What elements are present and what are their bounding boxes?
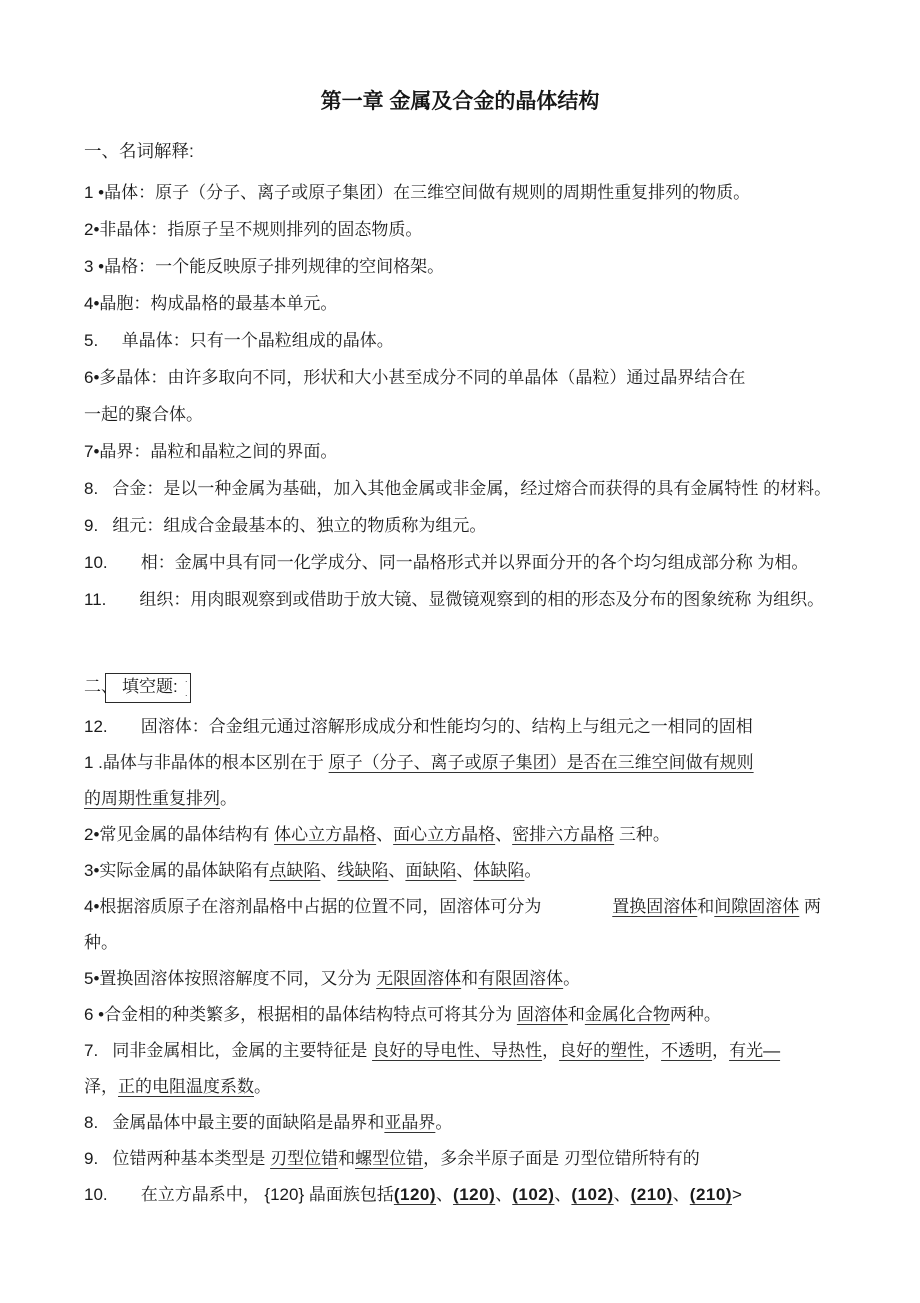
text-segment: 、 [613, 1185, 631, 1204]
text-segment: ，多余半原子面是 刃型位错所特有的 [423, 1149, 700, 1168]
text-segment: 置换固溶体 [612, 897, 698, 916]
box-handle-icon: · [184, 676, 188, 686]
text-segment: (102) [571, 1185, 614, 1204]
text-segment: 无限固溶体 [376, 969, 462, 988]
section-one-lines [84, 174, 862, 618]
text-segment: > [731, 1185, 742, 1204]
text-segment: 3•实际金属的晶体缺陷有 [84, 861, 270, 880]
text-segment: 12. 固溶体：合金组元通过溶解形成成分和性能均匀的、结构上与组元之一相同的固相 [84, 717, 753, 736]
text-segment: 10. 在立方晶系中， {120} 晶面族包括 [84, 1185, 394, 1204]
text-segment: 2•非晶体：指原子呈不规则排列的固态物质。 [84, 220, 423, 239]
definition-item-12 [84, 709, 862, 745]
document-content [0, 140, 920, 1213]
text-segment: 亚晶界 [384, 1113, 436, 1132]
text-segment: (210) [630, 1185, 673, 1204]
text-segment: 、 [320, 861, 338, 880]
text-segment: 1 .晶体与非晶体的根本区别在于 [84, 753, 329, 772]
text-segment: 和 [461, 969, 479, 988]
text-segment: 金属化合物 [584, 1005, 670, 1024]
document-title: 第一章 金属及合金的晶体结构 [320, 90, 600, 113]
text-segment: 原子（分子、离子或原子集团）是否在三维空间做有规则 [328, 753, 754, 772]
text-segment: 线缺陷 [337, 861, 389, 880]
section-one-heading: 一、名词解释: [84, 141, 194, 161]
text-segment: 。 [254, 1077, 271, 1096]
fill-blank-heading-label: 填空题: [122, 677, 178, 696]
text-segment: 体心立方晶格 [274, 825, 377, 844]
box-handle-icon: · [184, 690, 188, 700]
text-segment: 5. 单晶体：只有一个晶粒组成的晶体。 [84, 331, 394, 350]
text-segment: 2•常见金属的晶体结构有 [84, 825, 275, 844]
text-segment: 、 [456, 861, 474, 880]
text-segment: 5•置换固溶体按照溶解度不同，又分为 [84, 969, 377, 988]
definition-item-3 [84, 248, 862, 285]
text-segment: 。 [220, 789, 237, 808]
text-segment: 正的电阻温度系数 [118, 1077, 254, 1096]
text-segment: 间隙固溶体 [714, 897, 800, 916]
text-segment: 良好的导电性、导热性 [372, 1041, 543, 1060]
text-segment: 、 [376, 825, 394, 844]
text-segment: 和 [697, 897, 715, 916]
text-segment: 9. 位错两种基本类型是 [84, 1149, 271, 1168]
fill-blank-item-4-cont [84, 925, 862, 961]
definition-item-8 [84, 470, 862, 507]
text-segment: 1 •晶体：原子（分子、离子或原子集团）在三维空间做有规则的周期性重复排列的物质。 [84, 183, 751, 202]
definition-item-2 [84, 211, 862, 248]
fill-blank-item-2 [84, 817, 862, 853]
text-segment: 11. 组织：用肉眼观察到或借助于放大镜、显微镜观察到的相的形态及分布的图象统称 为组织。 [84, 590, 825, 609]
text-segment: (210) [689, 1185, 732, 1204]
text-segment: 。 [524, 861, 542, 880]
definition-item-6-cont [84, 396, 862, 433]
definition-item-5 [84, 322, 862, 359]
text-segment: 有光— [729, 1041, 781, 1060]
text-segment: 、 [672, 1185, 690, 1204]
text-segment: 有限固溶体 [478, 969, 564, 988]
definition-item-4 [84, 285, 862, 322]
text-segment: (102) [512, 1185, 555, 1204]
fill-blank-item-9 [84, 1141, 862, 1177]
fill-blank-item-10 [84, 1177, 862, 1213]
fill-blank-item-6 [84, 997, 862, 1033]
text-segment: 6•多晶体：由许多取向不同，形状和大小甚至成分不同的单晶体（晶粒）通过晶界结合在 [84, 368, 746, 387]
text-segment: 9. 组元：组成合金最基本的、独立的物质称为组元。 [84, 516, 487, 535]
text-segment: 一起的聚合体。 [84, 405, 203, 424]
text-segment: (120) [453, 1185, 496, 1204]
text-segment: 、 [554, 1185, 572, 1204]
text-segment: 刃型位错 [270, 1149, 339, 1168]
text-segment: 、 [388, 861, 406, 880]
text-segment: ， [542, 1041, 560, 1060]
text-segment: 3 •晶格：一个能反映原子排列规律的空间格架。 [84, 257, 445, 276]
text-segment: 和 [338, 1149, 356, 1168]
text-segment: 泽， [84, 1077, 118, 1096]
text-segment: 密排六方晶格 [512, 825, 615, 844]
section-two-heading [84, 672, 862, 703]
text-segment: 良好的塑性 [559, 1041, 645, 1060]
text-segment: 。 [563, 969, 581, 988]
fill-blank-heading-box [105, 673, 191, 703]
definition-item-9 [84, 507, 862, 544]
text-segment: (120) [393, 1185, 437, 1204]
text-segment: 7. 同非金属相比，金属的主要特征是 [84, 1041, 373, 1060]
fill-blank-item-1-cont [84, 781, 862, 817]
text-segment: 不透明 [661, 1041, 713, 1060]
text-segment: 的周期性重复排列 [84, 789, 220, 808]
text-segment: 、 [495, 1185, 513, 1204]
text-segment: 种。 [84, 933, 118, 952]
text-segment: 面缺陷 [405, 861, 457, 880]
text-segment: 10. 相：金属中具有同一化学成分、同一晶格形式并以界面分开的各个均匀组成部分称 为相。 [84, 553, 809, 572]
text-segment: 三种。 [614, 825, 670, 844]
text-segment: 、 [495, 825, 513, 844]
fill-blank-item-1 [84, 745, 862, 781]
text-segment: 6 •合金相的种类繁多，根据相的晶体结构特点可将其分为 [84, 1005, 517, 1024]
text-segment: 。 [435, 1113, 453, 1132]
definition-item-7 [84, 433, 862, 470]
text-segment: ， [712, 1041, 730, 1060]
definition-item-10 [84, 544, 862, 581]
text-segment: 、 [436, 1185, 454, 1204]
text-segment: 点缺陷 [269, 861, 321, 880]
text-segment: 面心立方晶格 [393, 825, 496, 844]
fill-blank-item-8 [84, 1105, 862, 1141]
definition-item-6 [84, 359, 862, 396]
text-segment: 固溶体 [516, 1005, 568, 1024]
section-two-lines [84, 709, 862, 1213]
fill-blank-item-7 [84, 1033, 862, 1069]
text-segment: 4•晶胞：构成晶格的最基本单元。 [84, 294, 338, 313]
fill-blank-item-5 [84, 961, 862, 997]
definition-item-1 [84, 174, 862, 211]
text-segment: 两种。 [669, 1005, 721, 1024]
section-two-prefix: 二、 [84, 677, 118, 696]
text-segment: 两 [799, 897, 821, 916]
fill-blank-item-3 [84, 853, 862, 889]
text-segment: 4•根据溶质原子在溶剂晶格中占据的位置不同，固溶体可分为 [84, 897, 613, 916]
text-segment: 7•晶界：晶粒和晶粒之间的界面。 [84, 442, 338, 461]
text-segment: ， [644, 1041, 662, 1060]
text-segment: 8. 合金：是以一种金属为基础，加入其他金属或非金属，经过熔合而获得的具有金属特性 的材料。 [84, 479, 832, 498]
text-segment: 体缺陷 [473, 861, 525, 880]
text-segment: 和 [567, 1005, 585, 1024]
definition-item-11 [84, 581, 862, 618]
fill-blank-item-7-cont [84, 1069, 862, 1105]
fill-blank-item-4 [84, 889, 862, 925]
text-segment: 螺型位错 [355, 1149, 424, 1168]
text-segment: 8. 金属晶体中最主要的面缺陷是晶界和 [84, 1113, 385, 1132]
